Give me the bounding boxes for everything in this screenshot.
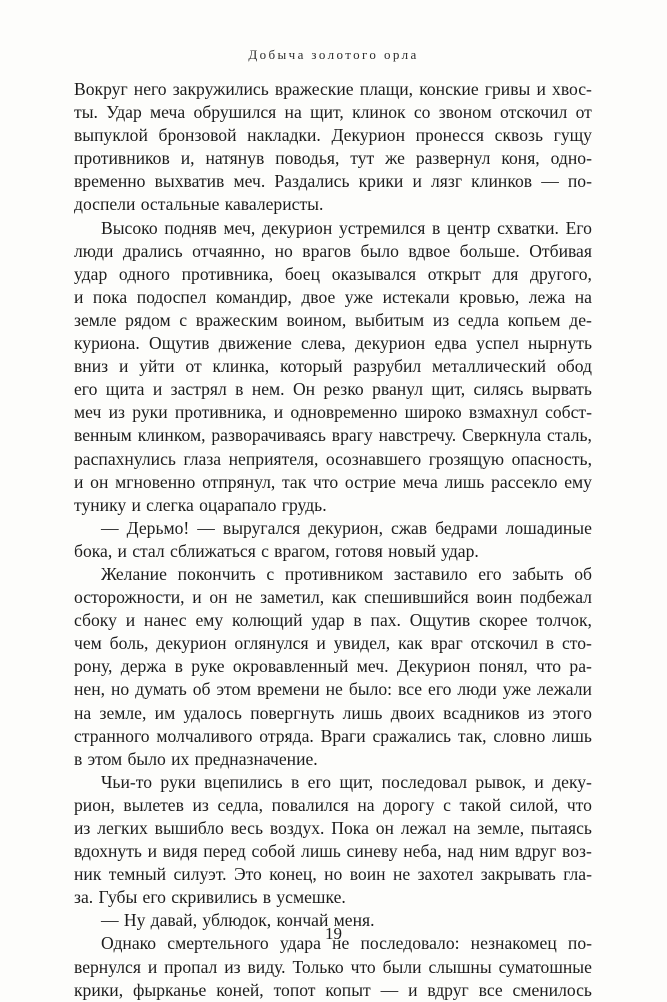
text-line: тунику и слегка оцарапало грудь. — [74, 494, 327, 515]
text-line: удар одного противника, боец оказывался открыт для другого, — [74, 263, 592, 284]
body-text — [74, 78, 592, 1002]
text-line: распахнулись глаза неприятеля, осознавшего грозящую опасность, — [74, 448, 592, 469]
text-line: сбоку и нанес ему колющий удар в пах. Ощутив скорее толчок, — [74, 610, 592, 631]
text-line: доспели остальные кавалеристы. — [74, 194, 324, 215]
text-line: и пока подоспел командир, двое уже истекали кровью, лежа на — [74, 286, 592, 307]
text-line: — Дерьмо! — выругался декурион, сжав бедрами лошадиные — [101, 517, 592, 538]
page-number: 19 — [325, 924, 342, 943]
text-line: Однако смертельного удара не последовало: незнакомец по- — [101, 933, 592, 954]
text-line: Вокруг него закружились вражеские плащи, конские гривы и хвос- — [74, 79, 592, 99]
text-line: его щита и застрял в нем. Он резко рванул щит, силясь вырвать — [74, 379, 592, 400]
text-line: Чьи-то руки вцепились в его щит, последовал рывок, и деку- — [101, 771, 592, 792]
text-line: в этом было их предназначение. — [74, 748, 318, 769]
text-line: нен, но думать об этом времени не было: все его люди уже лежали — [74, 679, 592, 700]
text-line: вернулся и пропал из виду. Только что были слышны суматошные — [74, 956, 592, 977]
text-line: крики, фырканье коней, топот копыт — и вдруг все сменилось — [74, 979, 592, 1000]
text-line: ты. Удар меча обрушился на щит, клинок со звоном отскочил от — [74, 102, 592, 123]
text-line: рону, держа в руке окровавленный меч. Декурион понял, что ра- — [74, 656, 592, 677]
running-head: Добыча золотого орла — [248, 47, 419, 62]
text-line: чем боль, декурион оглянулся и увидел, как враг отскочил в сто- — [74, 633, 592, 654]
text-line: из легких вышибло весь воздух. Пока он лежал на земле, пытаясь — [74, 818, 592, 838]
text-line: выпуклой бронзовой накладки. Декурион пронесся сквозь гущу — [74, 125, 592, 146]
text-line: рион, вылетев из седла, повалился на дорогу с такой силой, что — [74, 794, 592, 815]
text-line: ник темный силуэт. Это конец, но воин не захотел закрывать гла- — [74, 864, 592, 885]
text-line: меч из руки противника, и одновременно широко взмахнул собст- — [74, 402, 592, 423]
text-line: временно выхватив меч. Раздались крики и лязг клинков — по- — [74, 171, 592, 192]
text-line: куриона. Ощутив движение слева, декурион едва успел нырнуть — [74, 333, 592, 354]
text-line: осторожности, и он не заметил, как спешившийся воин подбежал — [74, 587, 592, 608]
text-line: за. Губы его скривились в усмешке. — [74, 887, 346, 908]
text-line: Высоко подняв меч, декурион устремился в центр схватки. Его — [101, 217, 592, 238]
text-line: бока, и стал сближаться с врагом, готовя новый удар. — [74, 540, 479, 561]
text-line: вниз и уйти от клинка, который разрубил металлический обод — [74, 356, 592, 377]
text-line: Желание покончить с противником заставило его забыть об — [101, 563, 592, 584]
text-line: странного молчаливого отряда. Враги сражались так, словно лишь — [74, 725, 592, 746]
text-line: вдохнуть и видя перед собой лишь синеву неба, над ним вдруг воз- — [74, 841, 592, 862]
text-line: противников и, натянув поводья, тут же развернул коня, одно- — [74, 148, 592, 169]
text-line: венным клинком, разворачиваясь врагу навстречу. Сверкнула сталь, — [74, 425, 592, 446]
text-line: люди дрались отчаянно, но врагов было вдвое больше. Отбивая — [74, 240, 592, 261]
text-line: и он мгновенно отпрянул, так что острие меча лишь рассекло ему — [74, 471, 592, 492]
text-line: — Ну давай, ублюдок, кончай меня. — [101, 910, 375, 931]
text-line: на земле, им удалось повергнуть лишь двоих всадников из этого — [74, 702, 592, 723]
text-line: земле рядом с вражеским воином, выбитым из седла копьем де- — [74, 309, 592, 330]
